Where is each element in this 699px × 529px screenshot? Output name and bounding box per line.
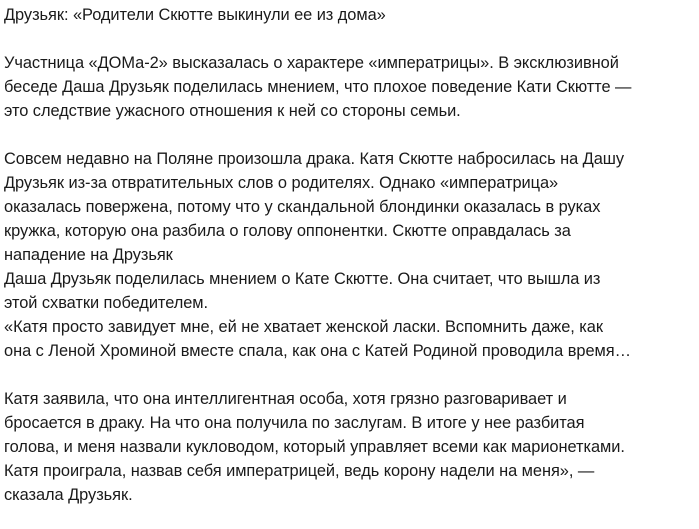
- paragraph-line: она с Леной Хроминой вместе спала, как она с Катей Родиной проводила время…: [4, 342, 631, 360]
- paragraph-line: Катя заявила, что она интеллигентная особа, хотя грязно разговаривает и: [4, 390, 567, 408]
- paragraph-line: оказалась повержена, потому что у скандальной блондинки оказалась в руках: [4, 198, 601, 216]
- paragraph-intro: [4, 51, 696, 123]
- paragraph-gap: [4, 363, 696, 387]
- paragraph-line: Участница «ДОМа-2» высказалась о характере «императрицы». В эксклюзивной: [4, 54, 619, 72]
- paragraph-line: кружка, которую она разбила о голову оппонентки. Скютте оправдалась за: [4, 222, 571, 240]
- paragraph-line: это следствие ужасного отношения к ней со стороны семьи.: [4, 102, 461, 120]
- paragraph-fight: [4, 147, 696, 363]
- article: [4, 0, 696, 507]
- paragraph-line: голова, и меня назвали кукловодом, который управляет всеми как марионетками.: [4, 438, 625, 456]
- paragraph-line: нападение на Друзьяк: [4, 246, 173, 264]
- paragraph-quote: [4, 387, 696, 507]
- paragraph-line: этой схватки победителем.: [4, 294, 209, 312]
- paragraph-line: Катя проиграла, назвав себя императрицей, ведь корону надели на меня», —: [4, 462, 595, 480]
- paragraph-line: сказала Друзьяк.: [4, 486, 133, 504]
- paragraph-line: Друзьяк из-за отвратительных слов о родителях. Однако «императрица»: [4, 174, 559, 192]
- paragraph-gap: [4, 27, 696, 51]
- paragraph-gap: [4, 123, 696, 147]
- article-title: Друзьяк: «Родители Скютте выкинули ее из дома»: [4, 6, 386, 24]
- paragraph-line: беседе Даша Друзьяк поделилась мнением, что плохое поведение Кати Скютте —: [4, 78, 632, 96]
- paragraph-line: Совсем недавно на Поляне произошла драка. Катя Скютте набросилась на Дашу: [4, 150, 625, 168]
- paragraph-line: бросается в драку. На что она получила по заслугам. В итоге у нее разбитая: [4, 414, 585, 432]
- paragraph-line: Даша Друзьяк поделилась мнением о Кате Скютте. Она считает, что вышла из: [4, 270, 601, 288]
- paragraph-line: «Катя просто завидует мне, ей не хватает женской ласки. Вспомнить даже, как: [4, 318, 603, 336]
